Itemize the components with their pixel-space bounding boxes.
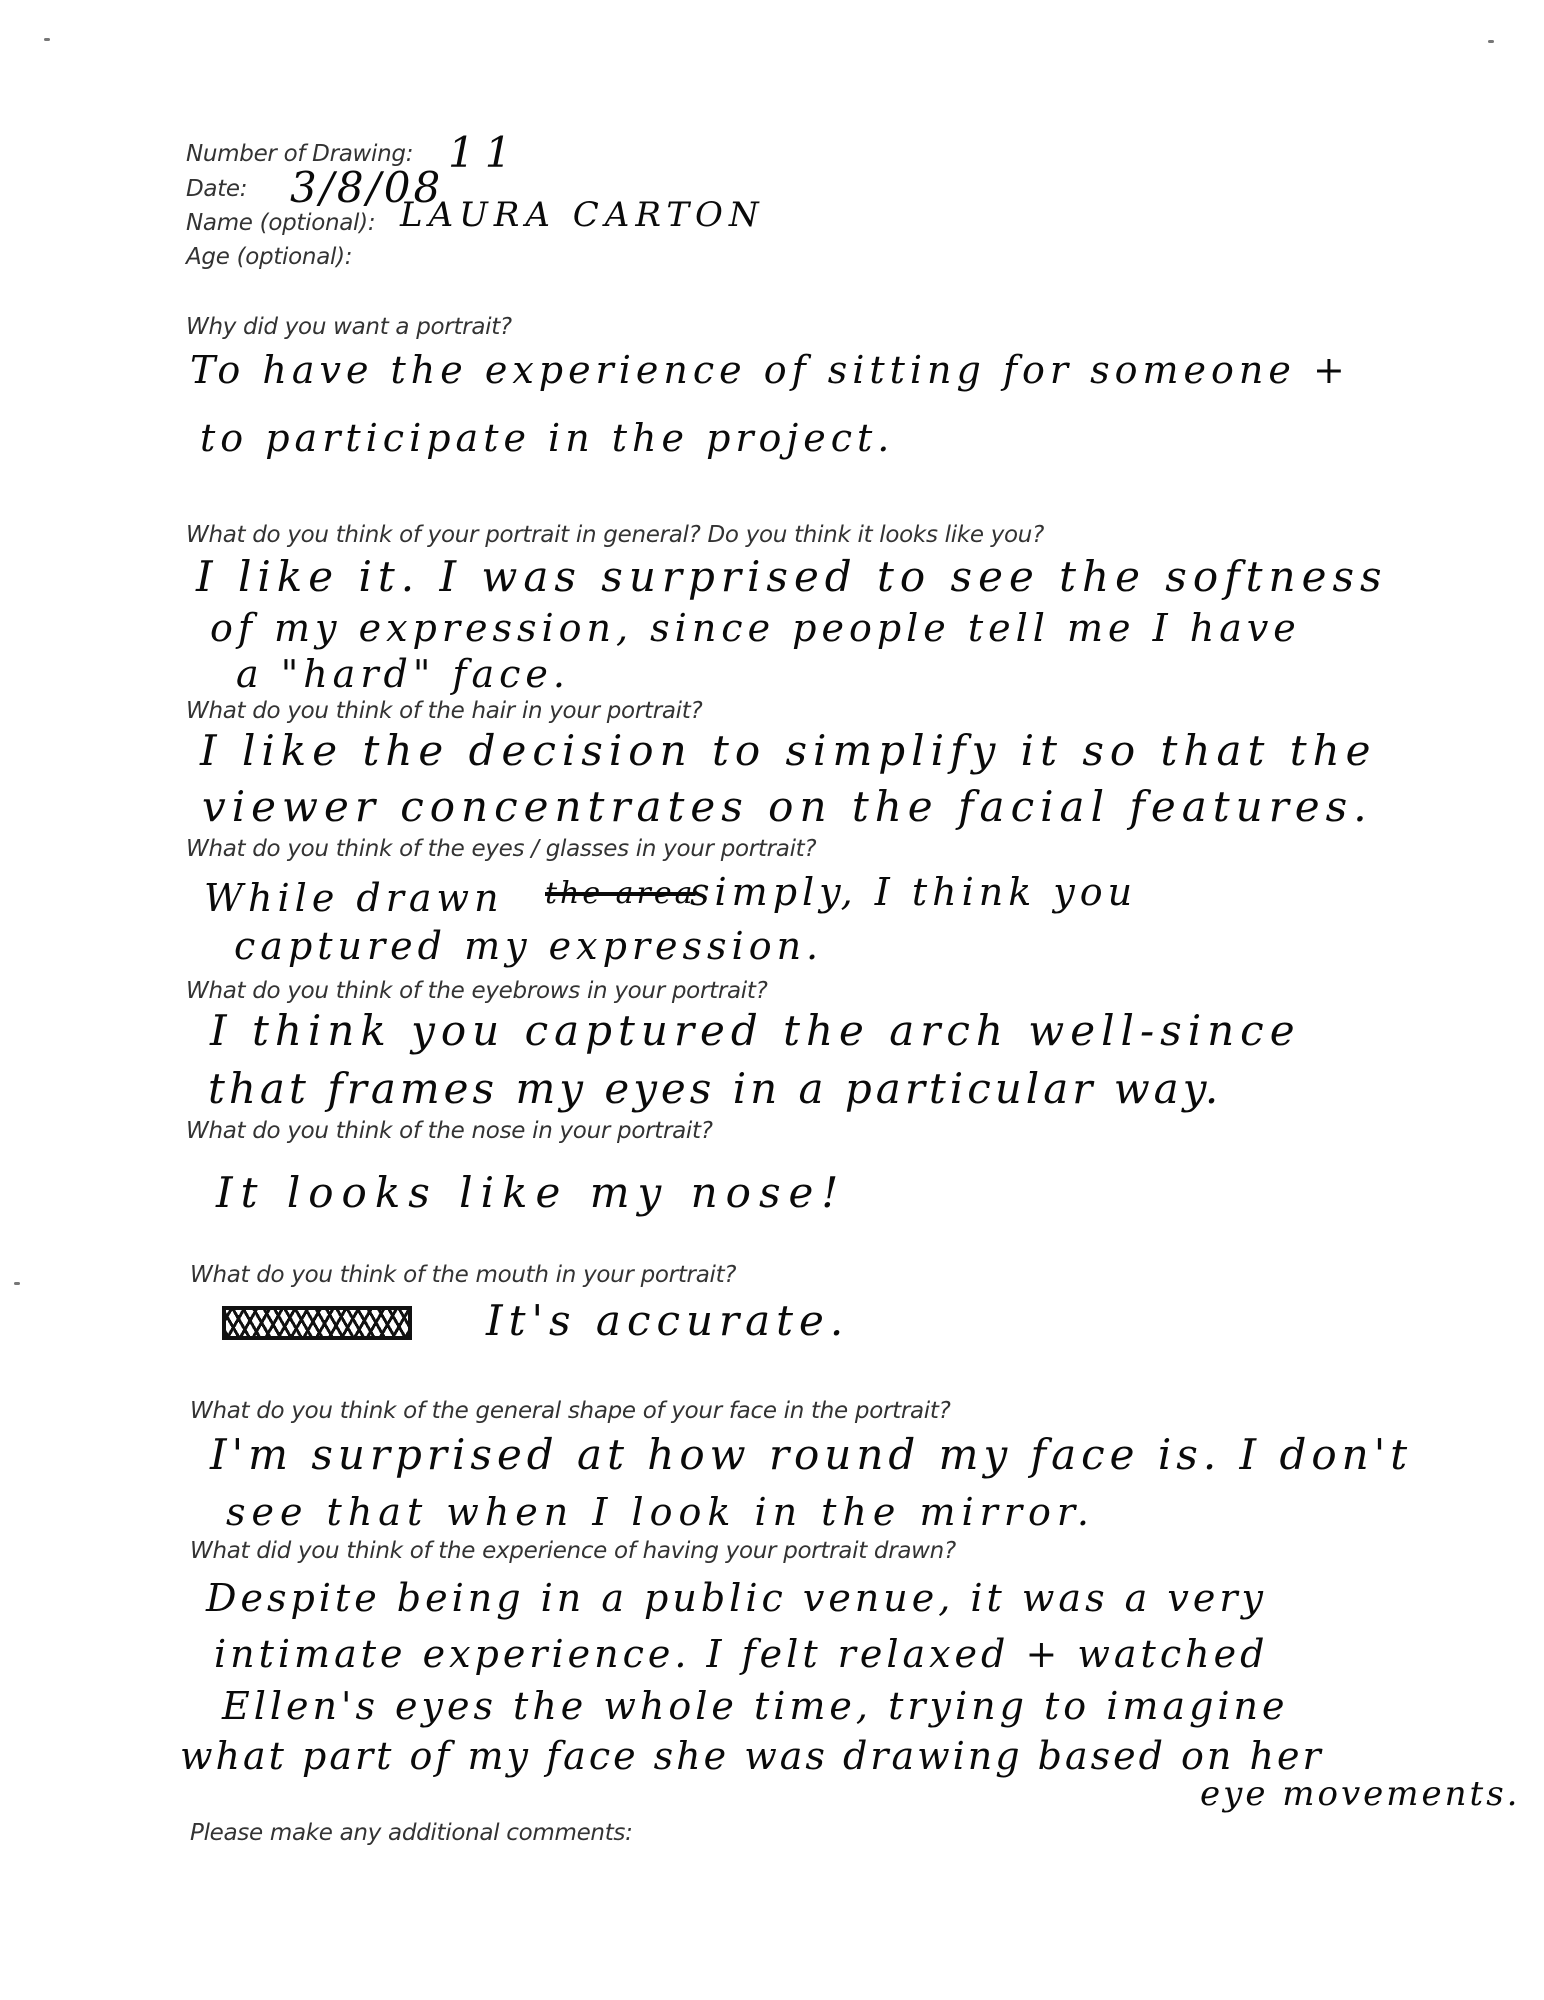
scan-speck [14, 1282, 20, 1285]
scribbled-out-word [222, 1306, 412, 1340]
answer-line: While drawn [204, 876, 504, 920]
scan-speck [1488, 40, 1494, 43]
answer-line: simply, I think you [690, 870, 1138, 914]
name-value: LAURA CARTON [400, 195, 765, 235]
answer-line: intimate experience. I felt relaxed + watched [214, 1632, 1269, 1676]
answer-line: viewer concentrates on the facial features. [202, 782, 1373, 831]
answer-line: Despite being in a public venue, it was a very [206, 1576, 1267, 1620]
scan-speck [44, 38, 50, 41]
number-of-drawing-label: Number of Drawing: [186, 141, 414, 167]
question-eyes-glasses: What do you think of the eyes / glasses in your portrait? [186, 836, 817, 862]
answer-line: It looks like my nose! [216, 1168, 847, 1217]
answer-line: Ellen's eyes the whole time, trying to imagine [222, 1684, 1289, 1728]
number-of-drawing-value: 11 [448, 128, 522, 177]
struck-out-word: the area [545, 876, 696, 911]
question-mouth: What do you think of the mouth in your portrait? [190, 1262, 737, 1288]
answer-line: of my expression, since people tell me I have [210, 606, 1301, 650]
answer-line: I like it. I was surprised to see the softness [196, 552, 1388, 601]
age-label: Age (optional): [186, 244, 353, 270]
question-hair: What do you think of the hair in your portrait? [186, 698, 703, 724]
answer-line: It's accurate. [486, 1296, 850, 1345]
name-label: Name (optional): [186, 210, 376, 236]
answer-line: I think you captured the arch well-since [210, 1006, 1301, 1055]
answer-line: see that when I look in the mirror. [226, 1490, 1095, 1534]
answer-line: to participate in the project. [200, 416, 895, 460]
answer-line: To have the experience of sitting for someone + [190, 348, 1350, 392]
answer-line: eye movements. [1200, 1774, 1521, 1814]
answer-line: I'm surprised at how round my face is. I don't [210, 1430, 1413, 1479]
question-portrait-general: What do you think of your portrait in general? Do you think it looks like you? [186, 522, 1044, 548]
answer-line: captured my expression. [234, 924, 824, 968]
answer-line: what part of my face she was drawing based on her [180, 1734, 1324, 1778]
question-why-portrait: Why did you want a portrait? [186, 314, 512, 340]
answer-line: I like the decision to simplify it so that the [200, 726, 1377, 775]
question-face-shape: What do you think of the general shape of your face in the portrait? [190, 1398, 951, 1424]
answer-line: a "hard" face. [236, 652, 570, 696]
question-additional-comments: Please make any additional comments: [190, 1820, 633, 1846]
question-experience: What did you think of the experience of having your portrait drawn? [190, 1538, 956, 1564]
question-nose: What do you think of the nose in your portrait? [186, 1118, 713, 1144]
date-value: 3/8/08 [290, 163, 444, 212]
date-label: Date: [186, 176, 248, 202]
question-eyebrows: What do you think of the eyebrows in your portrait? [186, 978, 768, 1004]
answer-line: that frames my eyes in a particular way. [208, 1064, 1223, 1113]
